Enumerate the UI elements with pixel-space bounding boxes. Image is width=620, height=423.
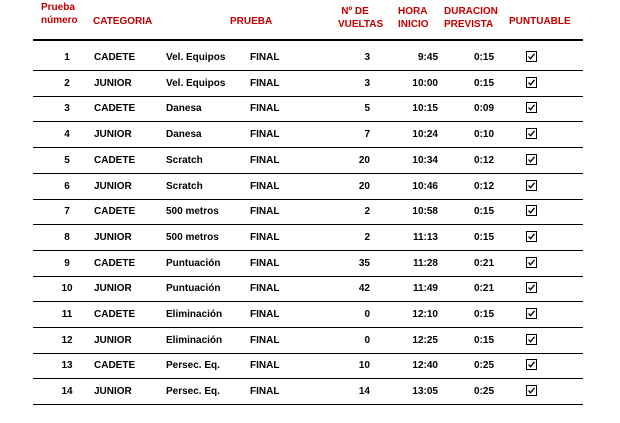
- header-hora-inicio: HORA INICIO: [398, 6, 429, 30]
- row-vueltas: 3: [364, 77, 370, 89]
- row-number: 12: [61, 334, 73, 346]
- checkmark-icon: [527, 103, 536, 112]
- row-number: 8: [64, 231, 70, 243]
- row-fase: FINAL: [250, 231, 280, 243]
- row-duracion: 0:21: [473, 283, 494, 295]
- row-duracion: 0:15: [473, 309, 494, 320]
- checkmark-icon: [527, 309, 536, 318]
- row-categoria: CADETE: [94, 103, 136, 115]
- puntuable-checkbox[interactable]: [526, 51, 537, 62]
- row-number: 14: [61, 386, 73, 398]
- checkmark-icon: [527, 129, 536, 138]
- row-prueba: Puntuación: [166, 283, 221, 295]
- row-number: 9: [64, 257, 70, 269]
- row-fase: FINAL: [250, 154, 280, 166]
- row-fase: FINAL: [250, 257, 280, 269]
- row-fase: FINAL: [250, 129, 280, 141]
- row-prueba: Persec. Eq.: [166, 386, 220, 398]
- row-duracion: 0:12: [473, 180, 494, 192]
- row-hora-inicio: 13:05: [412, 386, 438, 398]
- row-number: 11: [61, 309, 73, 320]
- row-number: 5: [64, 154, 70, 166]
- row-prueba: Danesa: [166, 103, 202, 115]
- row-vueltas: 2: [364, 231, 370, 243]
- row-categoria: CADETE: [94, 309, 136, 320]
- checkmark-icon: [527, 206, 536, 215]
- row-fase: FINAL: [250, 206, 280, 218]
- row-divider: [33, 404, 583, 405]
- row-categoria: CADETE: [94, 206, 136, 218]
- row-duracion: 0:25: [473, 386, 494, 398]
- row-number: 2: [64, 77, 70, 89]
- row-categoria: CADETE: [94, 154, 136, 166]
- puntuable-checkbox[interactable]: [526, 180, 537, 191]
- table-row: [0, 277, 620, 302]
- checkmark-icon: [527, 360, 536, 369]
- puntuable-checkbox[interactable]: [526, 385, 537, 396]
- row-fase: FINAL: [250, 309, 280, 320]
- row-categoria: JUNIOR: [94, 283, 132, 295]
- row-hora-inicio: 10:58: [412, 206, 438, 218]
- row-duracion: 0:09: [473, 103, 494, 115]
- puntuable-checkbox[interactable]: [526, 231, 537, 242]
- row-duracion: 0:15: [473, 206, 494, 218]
- row-duracion: 0:15: [473, 52, 494, 63]
- row-vueltas: 42: [358, 283, 370, 295]
- table-row: [0, 252, 620, 277]
- row-categoria: JUNIOR: [94, 180, 132, 192]
- header-duracion: DURACION PREVISTA: [444, 6, 498, 30]
- puntuable-checkbox[interactable]: [526, 205, 537, 216]
- row-categoria: CADETE: [94, 52, 136, 63]
- row-fase: FINAL: [250, 283, 280, 295]
- table-row: [0, 226, 620, 251]
- row-vueltas: 0: [364, 334, 370, 346]
- row-prueba: 500 metros: [166, 206, 219, 218]
- table-row: [0, 72, 620, 97]
- puntuable-checkbox[interactable]: [526, 154, 537, 165]
- puntuable-checkbox[interactable]: [526, 308, 537, 319]
- table-row: [0, 200, 620, 225]
- row-hora-inicio: 12:40: [412, 360, 438, 372]
- puntuable-checkbox[interactable]: [526, 257, 537, 268]
- row-hora-inicio: 10:46: [412, 180, 438, 192]
- checkmark-icon: [527, 52, 536, 61]
- row-vueltas: 14: [358, 386, 370, 398]
- row-fase: FINAL: [250, 52, 280, 63]
- puntuable-checkbox[interactable]: [526, 334, 537, 345]
- table-row: [0, 97, 620, 122]
- row-vueltas: 20: [358, 180, 370, 192]
- row-number: 6: [64, 180, 70, 192]
- row-hora-inicio: 12:25: [412, 334, 438, 346]
- row-fase: FINAL: [250, 360, 280, 372]
- row-hora-inicio: 12:10: [412, 309, 438, 320]
- header-categoria: CATEGORIA: [93, 16, 153, 27]
- puntuable-checkbox[interactable]: [526, 128, 537, 139]
- row-duracion: 0:15: [473, 334, 494, 346]
- checkmark-icon: [527, 155, 536, 164]
- header-divider: [33, 39, 583, 41]
- row-hora-inicio: 10:24: [412, 129, 438, 141]
- header-prueba: PRUEBA: [230, 16, 273, 27]
- checkmark-icon: [527, 181, 536, 190]
- row-prueba: Vel. Equipos: [166, 52, 226, 63]
- row-duracion: 0:15: [473, 77, 494, 89]
- row-categoria: JUNIOR: [94, 129, 132, 141]
- row-hora-inicio: 10:00: [412, 77, 438, 89]
- row-prueba: Scratch: [166, 180, 203, 192]
- checkmark-icon: [527, 386, 536, 395]
- row-prueba: 500 metros: [166, 231, 219, 243]
- row-categoria: JUNIOR: [94, 386, 132, 398]
- table-row: [0, 123, 620, 148]
- puntuable-checkbox[interactable]: [526, 359, 537, 370]
- row-vueltas: 3: [364, 52, 370, 63]
- row-prueba: Scratch: [166, 154, 203, 166]
- row-hora-inicio: 10:34: [412, 154, 438, 166]
- row-categoria: JUNIOR: [94, 334, 132, 346]
- row-prueba: Vel. Equipos: [166, 77, 226, 89]
- checkmark-icon: [527, 258, 536, 267]
- row-hora-inicio: 9:45: [417, 52, 438, 63]
- header-puntuable: PUNTUABLE: [509, 16, 571, 27]
- row-vueltas: 20: [358, 154, 370, 166]
- row-fase: FINAL: [250, 334, 280, 346]
- row-fase: FINAL: [250, 77, 280, 89]
- row-hora-inicio: 11:13: [412, 231, 438, 243]
- row-duracion: 0:21: [473, 257, 494, 269]
- row-hora-inicio: 11:49: [412, 283, 438, 295]
- puntuable-checkbox[interactable]: [526, 282, 537, 293]
- checkmark-icon: [527, 283, 536, 292]
- row-duracion: 0:12: [473, 154, 494, 166]
- row-prueba: Eliminación: [166, 309, 223, 320]
- table-row: [0, 329, 620, 354]
- row-hora-inicio: 10:15: [412, 103, 438, 115]
- row-prueba: Eliminación: [166, 334, 223, 346]
- row-vueltas: 0: [364, 309, 370, 320]
- table-row: [0, 149, 620, 174]
- table-row: [0, 303, 620, 328]
- puntuable-checkbox[interactable]: [526, 102, 537, 113]
- row-number: 1: [64, 52, 70, 63]
- row-categoria: JUNIOR: [94, 77, 132, 89]
- row-fase: FINAL: [250, 386, 280, 398]
- row-hora-inicio: 11:28: [412, 257, 438, 269]
- row-number: 10: [61, 283, 73, 295]
- table-row: [0, 380, 620, 405]
- row-categoria: CADETE: [94, 360, 136, 372]
- header-prueba-numero: Prueba número: [41, 2, 78, 26]
- header-vueltas: Nº DE VUELTAS: [338, 6, 384, 30]
- row-categoria: JUNIOR: [94, 231, 132, 243]
- row-categoria: CADETE: [94, 257, 136, 269]
- checkmark-icon: [527, 78, 536, 87]
- row-vueltas: 10: [358, 360, 370, 372]
- row-prueba: Persec. Eq.: [166, 360, 220, 372]
- row-number: 13: [61, 360, 73, 372]
- checkmark-icon: [527, 232, 536, 241]
- puntuable-checkbox[interactable]: [526, 77, 537, 88]
- row-vueltas: 2: [364, 206, 370, 218]
- row-number: 7: [64, 206, 70, 218]
- table-row: [0, 354, 620, 379]
- row-prueba: Danesa: [166, 129, 202, 141]
- table-row: [0, 46, 620, 71]
- row-fase: FINAL: [250, 180, 280, 192]
- row-duracion: 0:25: [473, 360, 494, 372]
- row-vueltas: 5: [364, 103, 370, 115]
- row-fase: FINAL: [250, 103, 280, 115]
- row-vueltas: 7: [364, 129, 370, 141]
- row-vueltas: 35: [358, 257, 370, 269]
- row-prueba: Puntuación: [166, 257, 221, 269]
- table-row: [0, 175, 620, 200]
- checkmark-icon: [527, 335, 536, 344]
- row-duracion: 0:15: [473, 231, 494, 243]
- row-number: 4: [64, 129, 70, 141]
- row-duracion: 0:10: [473, 129, 494, 141]
- row-number: 3: [64, 103, 70, 115]
